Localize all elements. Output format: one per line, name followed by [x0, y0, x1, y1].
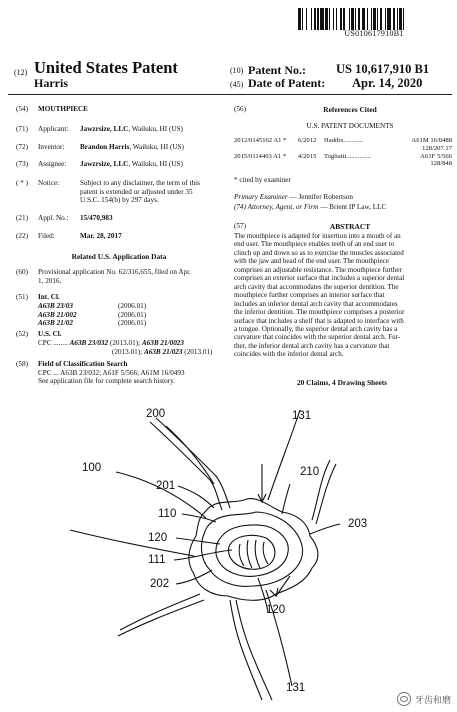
abstract-line: comprises an adjustable resistance. The mouthpiece further	[234, 265, 402, 274]
fig-label-202: 202	[150, 578, 170, 590]
abstract-line: ther, the inferior dental arch cavity has a curvature that	[234, 341, 390, 350]
fig-label-131-bottom: 131	[286, 682, 306, 694]
fig-label-200: 200	[146, 408, 166, 420]
field-58-num: (58)	[16, 360, 28, 368]
patent-number: US 10,617,910 B1	[336, 62, 430, 76]
fig-label-111: 111	[148, 554, 166, 566]
claims-drawings: 20 Claims, 4 Drawing Sheets	[296, 378, 388, 387]
mid-layer-outline	[202, 512, 303, 586]
abstract-line: the inferior dentition. The mouthpiece comprises a posterior	[234, 308, 405, 317]
abstract-line: a tongue. Optionally, the superior dental arch cavity has a	[234, 324, 398, 333]
abstract-text	[234, 232, 450, 359]
primary-examiner: Primary Examiner — Jennifer Robertson	[234, 193, 353, 201]
abstract-heading: ABSTRACT	[329, 222, 371, 231]
field-22-num: (22)	[16, 232, 28, 240]
fig-label-131-top: 131	[292, 410, 312, 422]
int-cl-year: (2006.01)	[118, 319, 147, 328]
notice-num: ( * )	[16, 179, 28, 187]
abstract-line: The mouthpiece is adapted for insertion into a mouth of an	[234, 232, 401, 240]
watermark: 牙齿和磨	[397, 692, 451, 706]
header-tag-12: (12)	[14, 68, 28, 77]
abstract-line: mouthpiece further comprises an interior surface that	[234, 291, 385, 300]
field-54-num: (54)	[16, 105, 28, 113]
barcode	[298, 8, 450, 30]
us-patent-documents-heading: U.S. PATENT DOCUMENTS	[306, 122, 394, 130]
left-strap	[70, 530, 194, 556]
fig-label-210: 210	[300, 466, 320, 478]
cited-by-examiner: * cited by examiner	[234, 176, 291, 184]
outer-shell-outline	[189, 499, 318, 601]
filed-value: Mar. 28, 2017	[80, 232, 122, 240]
assignee-label: Assignee:	[38, 160, 67, 168]
field-56-num: (56)	[234, 105, 246, 113]
applicant-value: Jawzrsize, LLC, Wailuku, HI (US)	[80, 125, 183, 133]
field-52-num: (52)	[16, 330, 28, 338]
appl-no-label: Appl. No.:	[38, 214, 69, 222]
references-cited-heading: References Cited	[323, 105, 377, 114]
patent-no-label: Patent No.:	[248, 63, 306, 77]
reference-list: 2012/0145162 A1 * 6/2012 Haddix ............ A61M 16/0488 128/207.17 2015/0114403 A1 * 4/2015 Togliatti ............... A61F 5/566 128/848	[234, 137, 452, 168]
field-21-num: (21)	[16, 214, 28, 222]
upper-left-strap	[150, 422, 222, 510]
lower-strap	[230, 600, 262, 700]
reference-row: 2012/0145162 A1 * 6/2012 Haddix ............ A61M 16/0488	[234, 137, 452, 144]
fig-label-120-bottom: 120	[266, 604, 286, 616]
assignee-value: Jawzrsize, LLC, Wailuku, HI (US)	[80, 160, 183, 168]
lower-left-strap	[120, 594, 200, 630]
notice-text: Subject to any disclaimer, the term of this patent is extended or adjusted under 35 U.S.C. 154(b) by 297 days.	[80, 179, 200, 205]
int-cl-code: A63B 21/02	[38, 319, 73, 328]
abstract-line: arch cavity that accommodates the superior dentition. The	[234, 282, 399, 291]
reference-row: 2015/0114403 A1 * 4/2015 Togliatti ............... A61F 5/566	[234, 152, 452, 160]
bite-block-outline	[229, 535, 275, 569]
field-71-num: (71)	[16, 125, 28, 133]
field-51-num: (51)	[16, 293, 28, 301]
abstract-line: surface that includes a shelf that is adapted to interface with	[234, 316, 404, 325]
header-tag-10: (10)	[230, 66, 244, 75]
inventor-surname: Harris	[34, 76, 68, 90]
appl-no-value: 15/470,983	[80, 214, 113, 222]
fig-label-201: 201	[156, 480, 176, 492]
field-60-num: (60)	[16, 268, 28, 276]
field-of-search: Field of Classification Search CPC ... A63B 23/032; A61F 5/566; A61M 16/0493 See application file for complete search history.	[38, 360, 185, 386]
field-72-num: (72)	[16, 143, 28, 151]
abstract-line: coincides with the inferior dental arch.	[234, 350, 344, 359]
int-cl-list	[38, 302, 146, 328]
field-73-num: (73)	[16, 160, 28, 168]
fig-label-110: 110	[158, 508, 177, 520]
patent-type-title: United States Patent	[34, 58, 178, 77]
int-cl-code: A63B 21/002	[38, 310, 77, 319]
fig-label-120-left: 120	[148, 532, 168, 544]
applicant-label: Applicant:	[38, 125, 69, 133]
inventor-label: Inventor:	[38, 143, 65, 151]
mouthpiece-drawing	[0, 400, 457, 712]
patent-date: Apr. 14, 2020	[352, 76, 423, 90]
filed-label: Filed:	[38, 232, 55, 240]
chat-icon	[397, 692, 411, 706]
date-label: Date of Patent:	[248, 76, 326, 90]
header-tag-45: (45)	[230, 80, 244, 89]
us-cl-label: U.S. Cl.	[38, 330, 62, 338]
abstract-line: curvature that coincides with the superior dental arch. Fur-	[234, 333, 401, 342]
abstract-line: comprises an exterior surface that includes a superior dental	[234, 274, 405, 283]
field-57-num: (57)	[234, 222, 246, 230]
int-cl-year: (2006.01)	[118, 302, 147, 310]
int-cl-year: (2006.01)	[118, 310, 147, 319]
abstract-line: end user. The mouthpiece enables teeth of an end user to	[234, 240, 395, 249]
abstract-line: with the jaw and head of the end user. The mouthpiece	[234, 257, 389, 266]
int-cl-code: A63B 23/03	[38, 302, 73, 310]
cpc-classification: CPC ........ A63B 23/032 (2013.01); A63B 21/0023 (2013.01); A63B 21/023 (2013.01)	[38, 339, 213, 356]
fig-label-203: 203	[348, 518, 368, 530]
abstract-line: clinch up and down so as to exercise the muscles associated	[234, 248, 404, 257]
upper-right-strap	[268, 410, 300, 500]
inventor-value: Brandon Harris, Wailuku, HI (US)	[80, 143, 184, 151]
notice-label: Notice:	[38, 179, 60, 187]
header-rule	[8, 94, 452, 95]
abstract-line: includes an inferior dental arch cavity that accommodates	[234, 299, 398, 308]
barcode-number: US010617910B1	[344, 29, 404, 38]
invention-title: MOUTHPIECE	[38, 105, 88, 113]
related-data-heading: Related U.S. Application Data	[71, 252, 167, 261]
fig-label-100: 100	[82, 462, 102, 474]
provisional-application: Provisional application No. 62/316,655, filed on Apr. 1, 2016.	[38, 268, 191, 285]
attorney-agent: (74) Attorney, Agent, or Firm — Brient IP Law, LLC	[234, 203, 387, 211]
int-cl-label: Int. Cl.	[38, 293, 60, 301]
